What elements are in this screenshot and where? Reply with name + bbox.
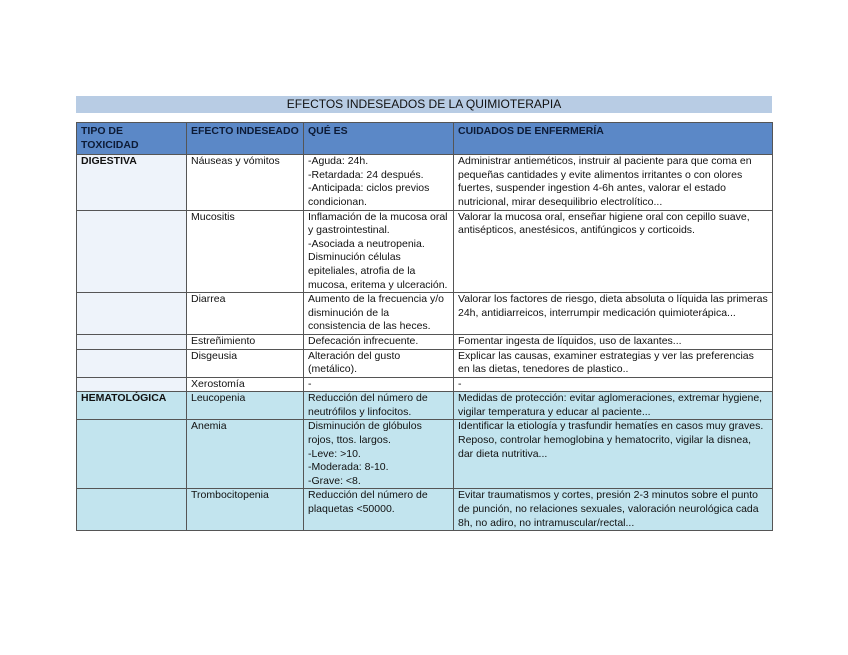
- cell-que: Reducción del número de plaquetas <50000.: [304, 489, 454, 531]
- cell-que: Disminución de glóbulos rojos, ttos. largos. -Leve: >10. -Moderada: 8-10. -Grave: <8.: [304, 420, 454, 489]
- table-row: [77, 489, 773, 531]
- cell-cuidados: Valorar la mucosa oral, enseñar higiene oral con cepillo suave, antisépticos, anestésicos, antifúngicos y corticoids.: [454, 210, 773, 293]
- cell-que: -Aguda: 24h. -Retardada: 24 después. -Anticipada: ciclos previos condicionan.: [304, 155, 454, 210]
- cell-tipo: [77, 377, 187, 392]
- table-row: [77, 377, 773, 392]
- cell-cuidados: -: [454, 377, 773, 392]
- cell-cuidados: Medidas de protección: evitar aglomeraciones, extremar hygiene, vigilar temperatura y educar al paciente...: [454, 392, 773, 420]
- cell-efecto: Disgeusia: [187, 349, 304, 377]
- cell-tipo: [77, 210, 187, 293]
- cell-efecto: Mucositis: [187, 210, 304, 293]
- cell-cuidados: Explicar las causas, examiner estrategias y ver las preferencias en las dietas, tenedores de plastico..: [454, 349, 773, 377]
- cell-que: Alteración del gusto (metálico).: [304, 349, 454, 377]
- cell-que: Reducción del número de neutrófilos y linfocitos.: [304, 392, 454, 420]
- cell-efecto: Anemia: [187, 420, 304, 489]
- cell-cuidados: Administrar antieméticos, instruir al paciente para que coma en pequeñas cantidades y evite alimentos irritantes o con olores fuertes, suspender ingestion 4-6h antes, valorar el estado nutricional, mirar desequilibrio electrolítico...: [454, 155, 773, 210]
- cell-tipo: [77, 293, 187, 335]
- table-row: [77, 155, 773, 210]
- header-tipo: TIPO DE TOXICIDAD: [77, 123, 187, 155]
- table-title: EFECTOS INDESEADOS DE LA QUIMIOTERAPIA: [76, 96, 772, 113]
- header-row: [77, 123, 773, 155]
- header-que: QUÉ ES: [304, 123, 454, 155]
- cell-que: Defecación infrecuente.: [304, 334, 454, 349]
- cell-que: Inflamación de la mucosa oral y gastrointestinal. -Asociada a neutropenia. Disminución células epiteliales, atrofia de la mucosa, eritema y ulceración.: [304, 210, 454, 293]
- cell-que: -: [304, 377, 454, 392]
- cell-cuidados: Evitar traumatismos y cortes, presión 2-3 minutos sobre el punto de punción, no relaciones sexuales, valoración neurológica cada 8h, no adiro, no intramuscular/rectal...: [454, 489, 773, 531]
- table-row: [77, 420, 773, 489]
- table-row: [77, 293, 773, 335]
- cell-tipo: [77, 489, 187, 531]
- table-row: [77, 349, 773, 377]
- chemo-effects-table: [76, 122, 773, 531]
- table-row: [77, 210, 773, 293]
- cell-efecto: Xerostomía: [187, 377, 304, 392]
- cell-efecto: Náuseas y vómitos: [187, 155, 304, 210]
- header-efecto: EFECTO INDESEADO: [187, 123, 304, 155]
- cell-efecto: Estreñimiento: [187, 334, 304, 349]
- cell-efecto: Trombocitopenia: [187, 489, 304, 531]
- cell-cuidados: Identificar la etiología y trasfundir hematíes en casos muy graves. Reposo, controlar hemoglobina y hematocrito, vigilar la disnea, dar dieta nutritiva...: [454, 420, 773, 489]
- cell-efecto: Leucopenia: [187, 392, 304, 420]
- cell-tipo: [77, 420, 187, 489]
- cell-cuidados: Valorar los factores de riesgo, dieta absoluta o líquida las primeras 24h, antidiarreicos, interrumpir medicación quimioterápica...: [454, 293, 773, 335]
- cell-cuidados: Fomentar ingesta de líquidos, uso de laxantes...: [454, 334, 773, 349]
- cell-tipo: DIGESTIVA: [77, 155, 187, 210]
- cell-que: Aumento de la frecuencia y/o disminución de la consistencia de las heces.: [304, 293, 454, 335]
- cell-tipo: HEMATOLÓGICA: [77, 392, 187, 420]
- table-row: [77, 392, 773, 420]
- cell-tipo: [77, 349, 187, 377]
- cell-efecto: Diarrea: [187, 293, 304, 335]
- cell-tipo: [77, 334, 187, 349]
- header-cuidados: CUIDADOS DE ENFERMERÍA: [454, 123, 773, 155]
- table-row: [77, 334, 773, 349]
